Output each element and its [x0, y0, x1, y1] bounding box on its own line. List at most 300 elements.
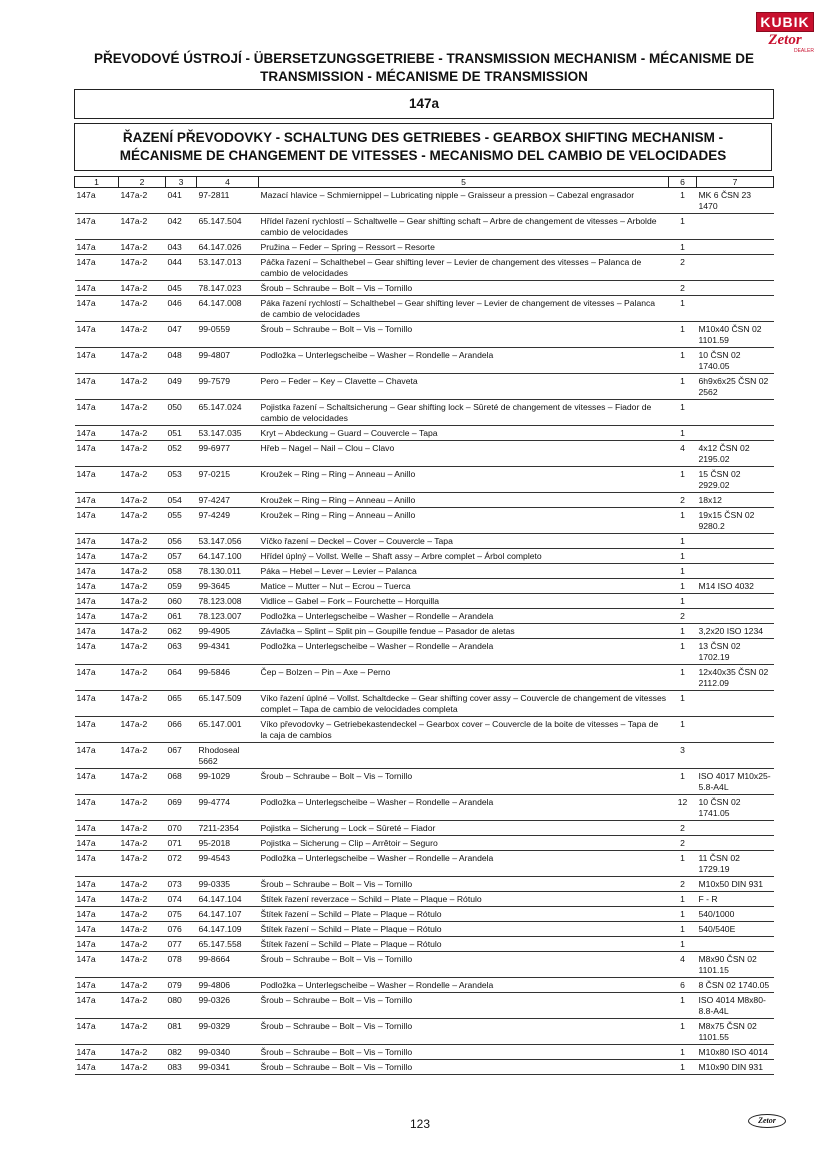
row-description: Podložka – Unterlegscheibe – Washer – Rondelle – Arandela: [259, 639, 669, 665]
row-description: Páčka řazení – Schalthebel – Gear shifting lever – Levier de changement des vitesses – Palanca de cambio de velocidades: [259, 255, 669, 281]
row-part-number: 65.147.509: [197, 691, 259, 717]
row-note: 4x12 ČSN 02 2195.02: [697, 441, 774, 467]
row-position: 056: [166, 534, 197, 549]
table-row: [75, 426, 774, 441]
row-position: 072: [166, 851, 197, 877]
table-row: [75, 1060, 774, 1075]
row-quantity: 1: [669, 907, 697, 922]
row-note: 10 ČSN 02 1740.05: [697, 348, 774, 374]
row-description: Závlačka – Splint – Split pin – Goupille fendue – Pasador de aletas: [259, 624, 669, 639]
table-row: [75, 374, 774, 400]
row-position: 067: [166, 743, 197, 769]
row-position: 061: [166, 609, 197, 624]
row-description: Pružina – Feder – Spring – Ressort – Resorte: [259, 240, 669, 255]
row-note: M8x90 ČSN 02 1101.15: [697, 952, 774, 978]
row-position: 048: [166, 348, 197, 374]
row-figure: 147a-2: [119, 255, 166, 281]
table-row: [75, 564, 774, 579]
row-note: 19x15 ČSN 02 9280.2: [697, 508, 774, 534]
row-part-number: 53.147.035: [197, 426, 259, 441]
row-position: 051: [166, 426, 197, 441]
row-description: Mazací hlavice – Schmiernippel – Lubricating nipple – Graisseur a pression – Cabezal engrasador: [259, 188, 669, 214]
column-header: 5: [259, 177, 669, 188]
row-part-number: 97-2811: [197, 188, 259, 214]
row-figure: 147a-2: [119, 214, 166, 240]
table-row: [75, 281, 774, 296]
row-group: 147a: [75, 564, 119, 579]
row-position: 054: [166, 493, 197, 508]
row-description: Šroub – Schraube – Bolt – Vis – Tornillo: [259, 993, 669, 1019]
section-title: [74, 123, 772, 171]
row-description: Podložka – Unterlegscheibe – Washer – Rondelle – Arandela: [259, 795, 669, 821]
table-row: [75, 400, 774, 426]
row-quantity: 1: [669, 508, 697, 534]
row-figure: 147a-2: [119, 400, 166, 426]
table-row: [75, 240, 774, 255]
table-row: [75, 609, 774, 624]
row-note: [697, 549, 774, 564]
row-quantity: 2: [669, 609, 697, 624]
row-quantity: 2: [669, 877, 697, 892]
row-note: [697, 836, 774, 851]
row-quantity: 1: [669, 691, 697, 717]
row-part-number: 99-6977: [197, 441, 259, 467]
row-note: ISO 4017 M10x25-5.8-A4L: [697, 769, 774, 795]
row-description: Páka – Hebel – Lever – Levier – Palanca: [259, 564, 669, 579]
row-description: Kroužek – Ring – Ring – Anneau – Anillo: [259, 493, 669, 508]
row-description: Pojistka – Sicherung – Clip – Arrêtoir – Seguro: [259, 836, 669, 851]
row-position: 070: [166, 821, 197, 836]
row-part-number: 65.147.558: [197, 937, 259, 952]
row-figure: 147a-2: [119, 851, 166, 877]
row-group: 147a: [75, 892, 119, 907]
table-row: [75, 624, 774, 639]
page-title: [74, 50, 774, 86]
row-description: Štítek řazení reverzace – Schild – Plate – Plaque – Rótulo: [259, 892, 669, 907]
table-row: [75, 579, 774, 594]
row-group: 147a: [75, 993, 119, 1019]
row-description: Štítek řazení – Schild – Plate – Plaque – Rótulo: [259, 922, 669, 937]
row-figure: 147a-2: [119, 993, 166, 1019]
row-part-number: 99-0559: [197, 322, 259, 348]
row-note: 540/540E: [697, 922, 774, 937]
row-figure: 147a-2: [119, 441, 166, 467]
section-title-line-1: ŘAZENÍ PŘEVODOVKY - SCHALTUNG DES GETRIEBES - GEARBOX SHIFTING MECHANISM -: [122, 130, 724, 145]
row-group: 147a: [75, 255, 119, 281]
row-part-number: 64.147.107: [197, 907, 259, 922]
row-position: 074: [166, 892, 197, 907]
row-figure: 147a-2: [119, 665, 166, 691]
row-group: 147a: [75, 240, 119, 255]
row-group: 147a: [75, 1019, 119, 1045]
row-position: 057: [166, 549, 197, 564]
zetor-mark: Zetor: [768, 32, 802, 48]
row-figure: 147a-2: [119, 769, 166, 795]
table-row: [75, 534, 774, 549]
row-description: Pojistka řazení – Schaltsicherung – Gear shifting lock – Sûreté de changement de vitesses – Fiador de cambio de velocidades: [259, 400, 669, 426]
table-row: [75, 717, 774, 743]
row-figure: 147a-2: [119, 609, 166, 624]
row-quantity: 1: [669, 534, 697, 549]
row-part-number: 78.123.007: [197, 609, 259, 624]
row-part-number: 99-4806: [197, 978, 259, 993]
table-row: [75, 1045, 774, 1060]
row-group: 147a: [75, 907, 119, 922]
table-row: [75, 877, 774, 892]
table-row: [75, 549, 774, 564]
row-group: 147a: [75, 978, 119, 993]
row-note: [697, 534, 774, 549]
row-description: Matice – Mutter – Nut – Ecrou – Tuerca: [259, 579, 669, 594]
row-position: 076: [166, 922, 197, 937]
row-description: Podložka – Unterlegscheibe – Washer – Rondelle – Arandela: [259, 978, 669, 993]
row-figure: 147a-2: [119, 594, 166, 609]
row-quantity: 1: [669, 296, 697, 322]
row-quantity: 1: [669, 214, 697, 240]
row-group: 147a: [75, 821, 119, 836]
table-row: [75, 851, 774, 877]
row-figure: 147a-2: [119, 639, 166, 665]
column-header: 3: [166, 177, 197, 188]
row-note: 3,2x20 ISO 1234: [697, 624, 774, 639]
row-group: 147a: [75, 400, 119, 426]
row-description: Víčko řazení – Deckel – Cover – Couvercle – Tapa: [259, 534, 669, 549]
row-part-number: 99-1029: [197, 769, 259, 795]
row-position: 062: [166, 624, 197, 639]
row-quantity: 1: [669, 851, 697, 877]
row-part-number: 99-4341: [197, 639, 259, 665]
row-figure: 147a-2: [119, 952, 166, 978]
row-figure: 147a-2: [119, 922, 166, 937]
row-group: 147a: [75, 922, 119, 937]
row-part-number: 65.147.001: [197, 717, 259, 743]
row-part-number: 99-7579: [197, 374, 259, 400]
row-note: ISO 4014 M8x80-8.8-A4L: [697, 993, 774, 1019]
row-quantity: 1: [669, 549, 697, 564]
row-part-number: 53.147.056: [197, 534, 259, 549]
row-quantity: 12: [669, 795, 697, 821]
row-group: 147a: [75, 594, 119, 609]
column-header: 2: [119, 177, 166, 188]
table-row: [75, 993, 774, 1019]
table-row: [75, 1019, 774, 1045]
row-figure: 147a-2: [119, 579, 166, 594]
table-row: [75, 594, 774, 609]
row-group: 147a: [75, 549, 119, 564]
row-part-number: 99-0326: [197, 993, 259, 1019]
row-quantity: 1: [669, 579, 697, 594]
row-part-number: 99-0329: [197, 1019, 259, 1045]
table-row: [75, 952, 774, 978]
row-quantity: 1: [669, 426, 697, 441]
row-group: 147a: [75, 281, 119, 296]
row-note: 10 ČSN 02 1741.05: [697, 795, 774, 821]
parts-table: [74, 176, 774, 1075]
row-figure: 147a-2: [119, 795, 166, 821]
row-description: Kroužek – Ring – Ring – Anneau – Anillo: [259, 467, 669, 493]
row-quantity: 2: [669, 821, 697, 836]
row-group: 147a: [75, 769, 119, 795]
row-note: M14 ISO 4032: [697, 579, 774, 594]
row-figure: 147a-2: [119, 907, 166, 922]
row-note: 11 ČSN 02 1729.19: [697, 851, 774, 877]
row-part-number: 53.147.013: [197, 255, 259, 281]
row-figure: 147a-2: [119, 892, 166, 907]
page-title-line-2: TRANSMISSION - MÉCANISME DE TRANSMISSION: [260, 69, 588, 84]
row-part-number: 99-8664: [197, 952, 259, 978]
row-quantity: 6: [669, 978, 697, 993]
table-row: [75, 493, 774, 508]
row-quantity: 2: [669, 836, 697, 851]
row-quantity: 1: [669, 993, 697, 1019]
row-part-number: 99-4543: [197, 851, 259, 877]
row-part-number: 78.147.023: [197, 281, 259, 296]
table-row: [75, 322, 774, 348]
row-part-number: 64.147.109: [197, 922, 259, 937]
row-note: [697, 609, 774, 624]
row-group: 147a: [75, 534, 119, 549]
row-figure: 147a-2: [119, 508, 166, 534]
row-quantity: 1: [669, 594, 697, 609]
row-position: 083: [166, 1060, 197, 1075]
row-position: 063: [166, 639, 197, 665]
row-part-number: 64.147.100: [197, 549, 259, 564]
row-quantity: 1: [669, 374, 697, 400]
row-group: 147a: [75, 717, 119, 743]
row-group: 147a: [75, 743, 119, 769]
row-figure: 147a-2: [119, 1019, 166, 1045]
table-row: [75, 795, 774, 821]
row-part-number: 95-2018: [197, 836, 259, 851]
row-position: 041: [166, 188, 197, 214]
row-note: [697, 214, 774, 240]
row-description: Šroub – Schraube – Bolt – Vis – Tornillo: [259, 952, 669, 978]
row-figure: 147a-2: [119, 296, 166, 322]
row-position: 046: [166, 296, 197, 322]
row-note: M10x40 ČSN 02 1101.59: [697, 322, 774, 348]
table-row: [75, 892, 774, 907]
table-row: [75, 441, 774, 467]
row-figure: 147a-2: [119, 743, 166, 769]
table-row: [75, 937, 774, 952]
row-group: 147a: [75, 322, 119, 348]
row-position: 049: [166, 374, 197, 400]
row-figure: 147a-2: [119, 188, 166, 214]
row-quantity: 1: [669, 1019, 697, 1045]
row-description: Šroub – Schraube – Bolt – Vis – Tornillo: [259, 281, 669, 296]
table-row: [75, 978, 774, 993]
row-description: Čep – Bolzen – Pin – Axe – Perno: [259, 665, 669, 691]
row-note: [697, 564, 774, 579]
row-position: 042: [166, 214, 197, 240]
dealer-label: DEALER: [793, 48, 814, 54]
column-header: 4: [197, 177, 259, 188]
row-quantity: 1: [669, 400, 697, 426]
row-quantity: 1: [669, 188, 697, 214]
row-figure: 147a-2: [119, 717, 166, 743]
table-row: [75, 255, 774, 281]
row-note: [697, 743, 774, 769]
row-description: Šroub – Schraube – Bolt – Vis – Tornillo: [259, 322, 669, 348]
row-description: Štítek řazení – Schild – Plate – Plaque – Rótulo: [259, 907, 669, 922]
row-description: Podložka – Unterlegscheibe – Washer – Rondelle – Arandela: [259, 609, 669, 624]
row-figure: 147a-2: [119, 691, 166, 717]
row-description: Šroub – Schraube – Bolt – Vis – Tornillo: [259, 877, 669, 892]
column-header: 1: [75, 177, 119, 188]
row-quantity: 1: [669, 717, 697, 743]
row-figure: 147a-2: [119, 240, 166, 255]
row-group: 147a: [75, 624, 119, 639]
row-description: Víko převodovky – Getriebekastendeckel – Gearbox cover – Couvercle de la boite de vitesses – Tapa de la caja de cambios: [259, 717, 669, 743]
row-quantity: 1: [669, 467, 697, 493]
row-quantity: 2: [669, 281, 697, 296]
row-description: Hřídel řazení rychlostí – Schaltwelle – Gear shifting schaft – Arbre de changement de vitesses – Arbolde cambio de velocidades: [259, 214, 669, 240]
row-figure: 147a-2: [119, 374, 166, 400]
row-group: 147a: [75, 1060, 119, 1075]
row-part-number: 99-4774: [197, 795, 259, 821]
row-quantity: 1: [669, 624, 697, 639]
row-note: [697, 594, 774, 609]
row-description: Pero – Feder – Key – Clavette – Chaveta: [259, 374, 669, 400]
row-note: [697, 717, 774, 743]
row-quantity: 1: [669, 937, 697, 952]
row-figure: 147a-2: [119, 493, 166, 508]
row-description: Šroub – Schraube – Bolt – Vis – Tornillo: [259, 1019, 669, 1045]
row-group: 147a: [75, 665, 119, 691]
row-position: 060: [166, 594, 197, 609]
row-group: 147a: [75, 214, 119, 240]
row-figure: 147a-2: [119, 1060, 166, 1075]
row-group: 147a: [75, 639, 119, 665]
row-position: 080: [166, 993, 197, 1019]
row-position: 079: [166, 978, 197, 993]
row-figure: 147a-2: [119, 426, 166, 441]
row-part-number: 99-5846: [197, 665, 259, 691]
row-note: 12x40x35 ČSN 02 2112.09: [697, 665, 774, 691]
row-note: 6h9x6x25 ČSN 02 2562: [697, 374, 774, 400]
row-quantity: 4: [669, 441, 697, 467]
row-part-number: 64.147.104: [197, 892, 259, 907]
row-figure: 147a-2: [119, 624, 166, 639]
row-group: 147a: [75, 467, 119, 493]
row-group: 147a: [75, 1045, 119, 1060]
table-row: [75, 188, 774, 214]
row-part-number: Rhodoseal 5662: [197, 743, 259, 769]
row-position: 045: [166, 281, 197, 296]
row-part-number: 99-0341: [197, 1060, 259, 1075]
row-description: Pojistka – Sicherung – Lock – Sûreté – Fiador: [259, 821, 669, 836]
row-group: 147a: [75, 508, 119, 534]
row-note: F - R: [697, 892, 774, 907]
row-note: 13 ČSN 02 1702.19: [697, 639, 774, 665]
row-group: 147a: [75, 374, 119, 400]
row-position: 043: [166, 240, 197, 255]
row-quantity: 3: [669, 743, 697, 769]
row-note: M10x80 ISO 4014: [697, 1045, 774, 1060]
row-position: 081: [166, 1019, 197, 1045]
row-description: Podložka – Unterlegscheibe – Washer – Rondelle – Arandela: [259, 851, 669, 877]
row-part-number: 97-0215: [197, 467, 259, 493]
table-row: [75, 769, 774, 795]
table-row: [75, 821, 774, 836]
row-part-number: 99-0335: [197, 877, 259, 892]
row-figure: 147a-2: [119, 1045, 166, 1060]
table-row: [75, 836, 774, 851]
row-part-number: 99-4905: [197, 624, 259, 639]
row-part-number: 97-4249: [197, 508, 259, 534]
row-quantity: 1: [669, 1060, 697, 1075]
row-note: 15 ČSN 02 2929.02: [697, 467, 774, 493]
row-note: [697, 691, 774, 717]
row-group: 147a: [75, 952, 119, 978]
row-description: Podložka – Unterlegscheibe – Washer – Rondelle – Arandela: [259, 348, 669, 374]
row-position: 065: [166, 691, 197, 717]
row-position: 073: [166, 877, 197, 892]
row-group: 147a: [75, 188, 119, 214]
row-figure: 147a-2: [119, 322, 166, 348]
row-description: Víko řazení úplné – Vollst. Schaltdecke – Gear shifting cover assy – Couvercle de changement de vitesses complet – Tapa de cambio de velocidades completa: [259, 691, 669, 717]
row-quantity: 1: [669, 922, 697, 937]
kubik-zetor-logo: [756, 12, 814, 52]
row-note: [697, 821, 774, 836]
page-title-line-1: PŘEVODOVÉ ÚSTROJÍ - ÜBERSETZUNGSGETRIEBE - TRANSMISSION MECHANISM - MÉCANISME DE: [93, 51, 755, 66]
row-quantity: 1: [669, 665, 697, 691]
row-description: Vidlice – Gabel – Fork – Fourchette – Horquilla: [259, 594, 669, 609]
row-figure: 147a-2: [119, 534, 166, 549]
row-note: 8 ČSN 02 1740.05: [697, 978, 774, 993]
row-position: 082: [166, 1045, 197, 1060]
row-quantity: 4: [669, 952, 697, 978]
row-note: [697, 426, 774, 441]
row-quantity: 1: [669, 769, 697, 795]
row-part-number: 99-0340: [197, 1045, 259, 1060]
table-header-row: [75, 177, 774, 188]
row-group: 147a: [75, 877, 119, 892]
table-row: [75, 691, 774, 717]
row-figure: 147a-2: [119, 836, 166, 851]
row-part-number: 7211-2354: [197, 821, 259, 836]
row-position: 058: [166, 564, 197, 579]
row-group: 147a: [75, 691, 119, 717]
row-note: 18x12: [697, 493, 774, 508]
row-part-number: 64.147.008: [197, 296, 259, 322]
row-position: 053: [166, 467, 197, 493]
table-row: [75, 907, 774, 922]
row-position: 059: [166, 579, 197, 594]
footer-zetor-logo: Zetor: [748, 1114, 786, 1128]
row-quantity: 1: [669, 348, 697, 374]
row-part-number: 78.130.011: [197, 564, 259, 579]
row-group: 147a: [75, 348, 119, 374]
row-quantity: 1: [669, 322, 697, 348]
table-row: [75, 922, 774, 937]
row-position: 077: [166, 937, 197, 952]
row-description: Hřeb – Nagel – Nail – Clou – Clavo: [259, 441, 669, 467]
row-part-number: 97-4247: [197, 493, 259, 508]
row-part-number: 65.147.504: [197, 214, 259, 240]
row-position: 055: [166, 508, 197, 534]
parts-table-body: [75, 188, 774, 1075]
row-position: 068: [166, 769, 197, 795]
row-part-number: 99-3645: [197, 579, 259, 594]
row-group: 147a: [75, 579, 119, 594]
row-figure: 147a-2: [119, 877, 166, 892]
row-position: 078: [166, 952, 197, 978]
row-description: Šroub – Schraube – Bolt – Vis – Tornillo: [259, 769, 669, 795]
row-group: 147a: [75, 441, 119, 467]
row-figure: 147a-2: [119, 348, 166, 374]
row-group: 147a: [75, 426, 119, 441]
